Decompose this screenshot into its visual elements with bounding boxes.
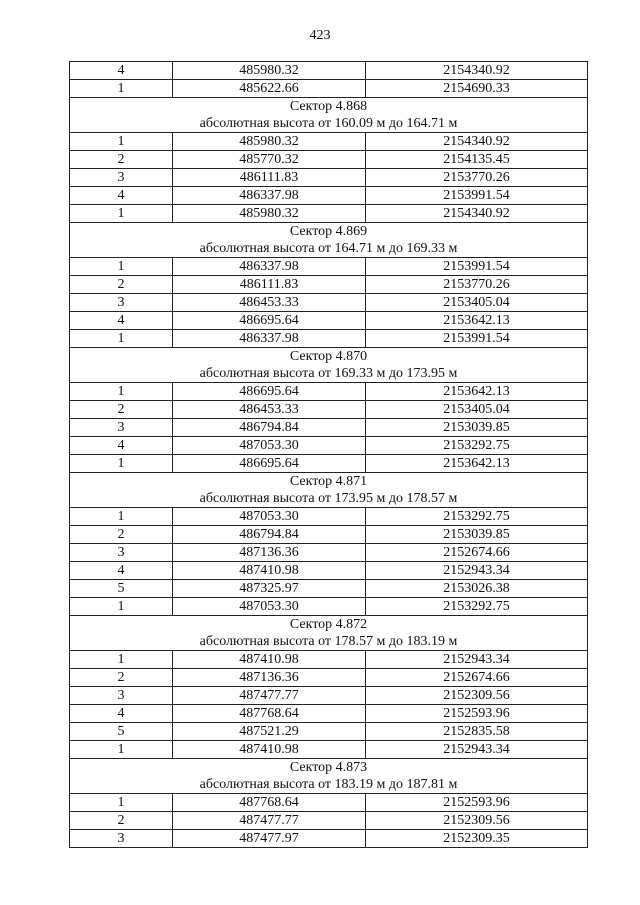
point-number-cell: 3 [70, 830, 173, 848]
page-number: 423 [309, 28, 331, 43]
x-coordinate-cell: 487136.36 [173, 669, 366, 687]
sector-altitude: абсолютная высота от 173.95 м до 178.57 м [70, 490, 588, 508]
coordinate-row [70, 330, 588, 348]
point-number-cell: 3 [70, 419, 173, 437]
y-coordinate-cell: 2153292.75 [366, 508, 588, 526]
point-number-cell: 1 [70, 794, 173, 812]
point-number-cell: 2 [70, 669, 173, 687]
x-coordinate-cell: 486453.33 [173, 401, 366, 419]
y-coordinate-cell: 2153292.75 [366, 437, 588, 455]
x-coordinate-cell: 486695.64 [173, 383, 366, 401]
point-number-cell: 1 [70, 508, 173, 526]
sector-altitude-row [70, 365, 588, 383]
x-coordinate-cell: 486453.33 [173, 294, 366, 312]
coordinate-row [70, 508, 588, 526]
y-coordinate-cell: 2153039.85 [366, 419, 588, 437]
coordinate-row [70, 723, 588, 741]
x-coordinate-cell: 486337.98 [173, 258, 366, 276]
coordinate-row [70, 169, 588, 187]
coordinate-row [70, 544, 588, 562]
coordinate-row [70, 401, 588, 419]
y-coordinate-cell: 2153642.13 [366, 312, 588, 330]
sector-title-row [70, 348, 588, 366]
coordinate-row [70, 651, 588, 669]
y-coordinate-cell: 2153292.75 [366, 598, 588, 616]
point-number-cell: 2 [70, 401, 173, 419]
y-coordinate-cell: 2153991.54 [366, 187, 588, 205]
sector-altitude: абсолютная высота от 169.33 м до 173.95 м [70, 365, 588, 383]
coordinate-row [70, 419, 588, 437]
y-coordinate-cell: 2153405.04 [366, 294, 588, 312]
coordinate-row [70, 598, 588, 616]
point-number-cell: 2 [70, 812, 173, 830]
x-coordinate-cell: 487410.98 [173, 741, 366, 759]
y-coordinate-cell: 2152674.66 [366, 669, 588, 687]
y-coordinate-cell: 2152309.35 [366, 830, 588, 848]
coordinate-row [70, 62, 588, 80]
point-number-cell: 4 [70, 312, 173, 330]
y-coordinate-cell: 2152943.34 [366, 741, 588, 759]
x-coordinate-cell: 487410.98 [173, 651, 366, 669]
point-number-cell: 1 [70, 330, 173, 348]
coordinate-row [70, 687, 588, 705]
x-coordinate-cell: 487053.30 [173, 437, 366, 455]
sector-title-row [70, 223, 588, 241]
coordinate-row [70, 205, 588, 223]
point-number-cell: 3 [70, 544, 173, 562]
x-coordinate-cell: 487053.30 [173, 508, 366, 526]
y-coordinate-cell: 2154340.92 [366, 205, 588, 223]
x-coordinate-cell: 486794.84 [173, 419, 366, 437]
x-coordinate-cell: 485980.32 [173, 205, 366, 223]
coordinate-row [70, 812, 588, 830]
sector-title-row [70, 759, 588, 777]
x-coordinate-cell: 487325.97 [173, 580, 366, 598]
coordinates-table-body [70, 62, 588, 848]
point-number-cell: 4 [70, 187, 173, 205]
x-coordinate-cell: 487768.64 [173, 705, 366, 723]
y-coordinate-cell: 2152593.96 [366, 794, 588, 812]
x-coordinate-cell: 487477.77 [173, 812, 366, 830]
y-coordinate-cell: 2153642.13 [366, 455, 588, 473]
x-coordinate-cell: 487521.29 [173, 723, 366, 741]
y-coordinate-cell: 2153770.26 [366, 169, 588, 187]
sector-altitude-row [70, 115, 588, 133]
x-coordinate-cell: 486111.83 [173, 276, 366, 294]
point-number-cell: 1 [70, 455, 173, 473]
coordinate-row [70, 151, 588, 169]
coordinate-row [70, 80, 588, 98]
x-coordinate-cell: 486111.83 [173, 169, 366, 187]
x-coordinate-cell: 486337.98 [173, 330, 366, 348]
x-coordinate-cell: 485980.32 [173, 62, 366, 80]
point-number-cell: 4 [70, 62, 173, 80]
y-coordinate-cell: 2152835.58 [366, 723, 588, 741]
sector-altitude: абсолютная высота от 160.09 м до 164.71 м [70, 115, 588, 133]
coordinate-row [70, 794, 588, 812]
coordinate-row [70, 312, 588, 330]
coordinate-row [70, 455, 588, 473]
point-number-cell: 1 [70, 383, 173, 401]
sector-title: Сектор 4.868 [70, 98, 588, 116]
y-coordinate-cell: 2152309.56 [366, 812, 588, 830]
y-coordinate-cell: 2153026.38 [366, 580, 588, 598]
y-coordinate-cell: 2153642.13 [366, 383, 588, 401]
y-coordinate-cell: 2153405.04 [366, 401, 588, 419]
x-coordinate-cell: 486695.64 [173, 455, 366, 473]
x-coordinate-cell: 487477.77 [173, 687, 366, 705]
point-number-cell: 1 [70, 205, 173, 223]
point-number-cell: 5 [70, 580, 173, 598]
point-number-cell: 4 [70, 705, 173, 723]
coordinate-row [70, 258, 588, 276]
point-number-cell: 3 [70, 294, 173, 312]
y-coordinate-cell: 2154340.92 [366, 62, 588, 80]
point-number-cell: 4 [70, 437, 173, 455]
sector-altitude-row [70, 776, 588, 794]
point-number-cell: 1 [70, 133, 173, 151]
point-number-cell: 1 [70, 651, 173, 669]
coordinate-row [70, 669, 588, 687]
point-number-cell: 1 [70, 741, 173, 759]
sector-altitude: абсолютная высота от 183.19 м до 187.81 м [70, 776, 588, 794]
y-coordinate-cell: 2152674.66 [366, 544, 588, 562]
y-coordinate-cell: 2153039.85 [366, 526, 588, 544]
y-coordinate-cell: 2152593.96 [366, 705, 588, 723]
y-coordinate-cell: 2153991.54 [366, 330, 588, 348]
y-coordinate-cell: 2152309.56 [366, 687, 588, 705]
coordinate-row [70, 562, 588, 580]
coordinate-row [70, 133, 588, 151]
y-coordinate-cell: 2152943.34 [366, 562, 588, 580]
coordinates-table [69, 61, 588, 848]
x-coordinate-cell: 487053.30 [173, 598, 366, 616]
sector-title: Сектор 4.872 [70, 616, 588, 634]
point-number-cell: 5 [70, 723, 173, 741]
coordinate-row [70, 705, 588, 723]
sector-altitude: абсолютная высота от 178.57 м до 183.19 м [70, 633, 588, 651]
point-number-cell: 2 [70, 276, 173, 294]
coordinate-row [70, 741, 588, 759]
sector-title-row [70, 473, 588, 491]
x-coordinate-cell: 485980.32 [173, 133, 366, 151]
point-number-cell: 1 [70, 258, 173, 276]
coordinate-row [70, 383, 588, 401]
sector-title-row [70, 98, 588, 116]
y-coordinate-cell: 2154135.45 [366, 151, 588, 169]
x-coordinate-cell: 486794.84 [173, 526, 366, 544]
coordinate-row [70, 187, 588, 205]
x-coordinate-cell: 485770.32 [173, 151, 366, 169]
point-number-cell: 2 [70, 526, 173, 544]
y-coordinate-cell: 2153770.26 [366, 276, 588, 294]
point-number-cell: 2 [70, 151, 173, 169]
sector-altitude-row [70, 240, 588, 258]
sector-title: Сектор 4.870 [70, 348, 588, 366]
y-coordinate-cell: 2154340.92 [366, 133, 588, 151]
point-number-cell: 4 [70, 562, 173, 580]
x-coordinate-cell: 487410.98 [173, 562, 366, 580]
point-number-cell: 1 [70, 80, 173, 98]
x-coordinate-cell: 487136.36 [173, 544, 366, 562]
x-coordinate-cell: 487477.97 [173, 830, 366, 848]
x-coordinate-cell: 486695.64 [173, 312, 366, 330]
x-coordinate-cell: 485622.66 [173, 80, 366, 98]
point-number-cell: 3 [70, 687, 173, 705]
coordinate-row [70, 294, 588, 312]
x-coordinate-cell: 487768.64 [173, 794, 366, 812]
coordinate-row [70, 437, 588, 455]
sector-title: Сектор 4.871 [70, 473, 588, 491]
y-coordinate-cell: 2154690.33 [366, 80, 588, 98]
point-number-cell: 1 [70, 598, 173, 616]
sector-altitude-row [70, 633, 588, 651]
y-coordinate-cell: 2152943.34 [366, 651, 588, 669]
coordinate-row [70, 830, 588, 848]
coordinate-row [70, 276, 588, 294]
x-coordinate-cell: 486337.98 [173, 187, 366, 205]
sector-altitude: абсолютная высота от 164.71 м до 169.33 м [70, 240, 588, 258]
point-number-cell: 3 [70, 169, 173, 187]
sector-altitude-row [70, 490, 588, 508]
sector-title: Сектор 4.873 [70, 759, 588, 777]
coordinate-row [70, 580, 588, 598]
sector-title: Сектор 4.869 [70, 223, 588, 241]
coordinate-row [70, 526, 588, 544]
sector-title-row [70, 616, 588, 634]
y-coordinate-cell: 2153991.54 [366, 258, 588, 276]
